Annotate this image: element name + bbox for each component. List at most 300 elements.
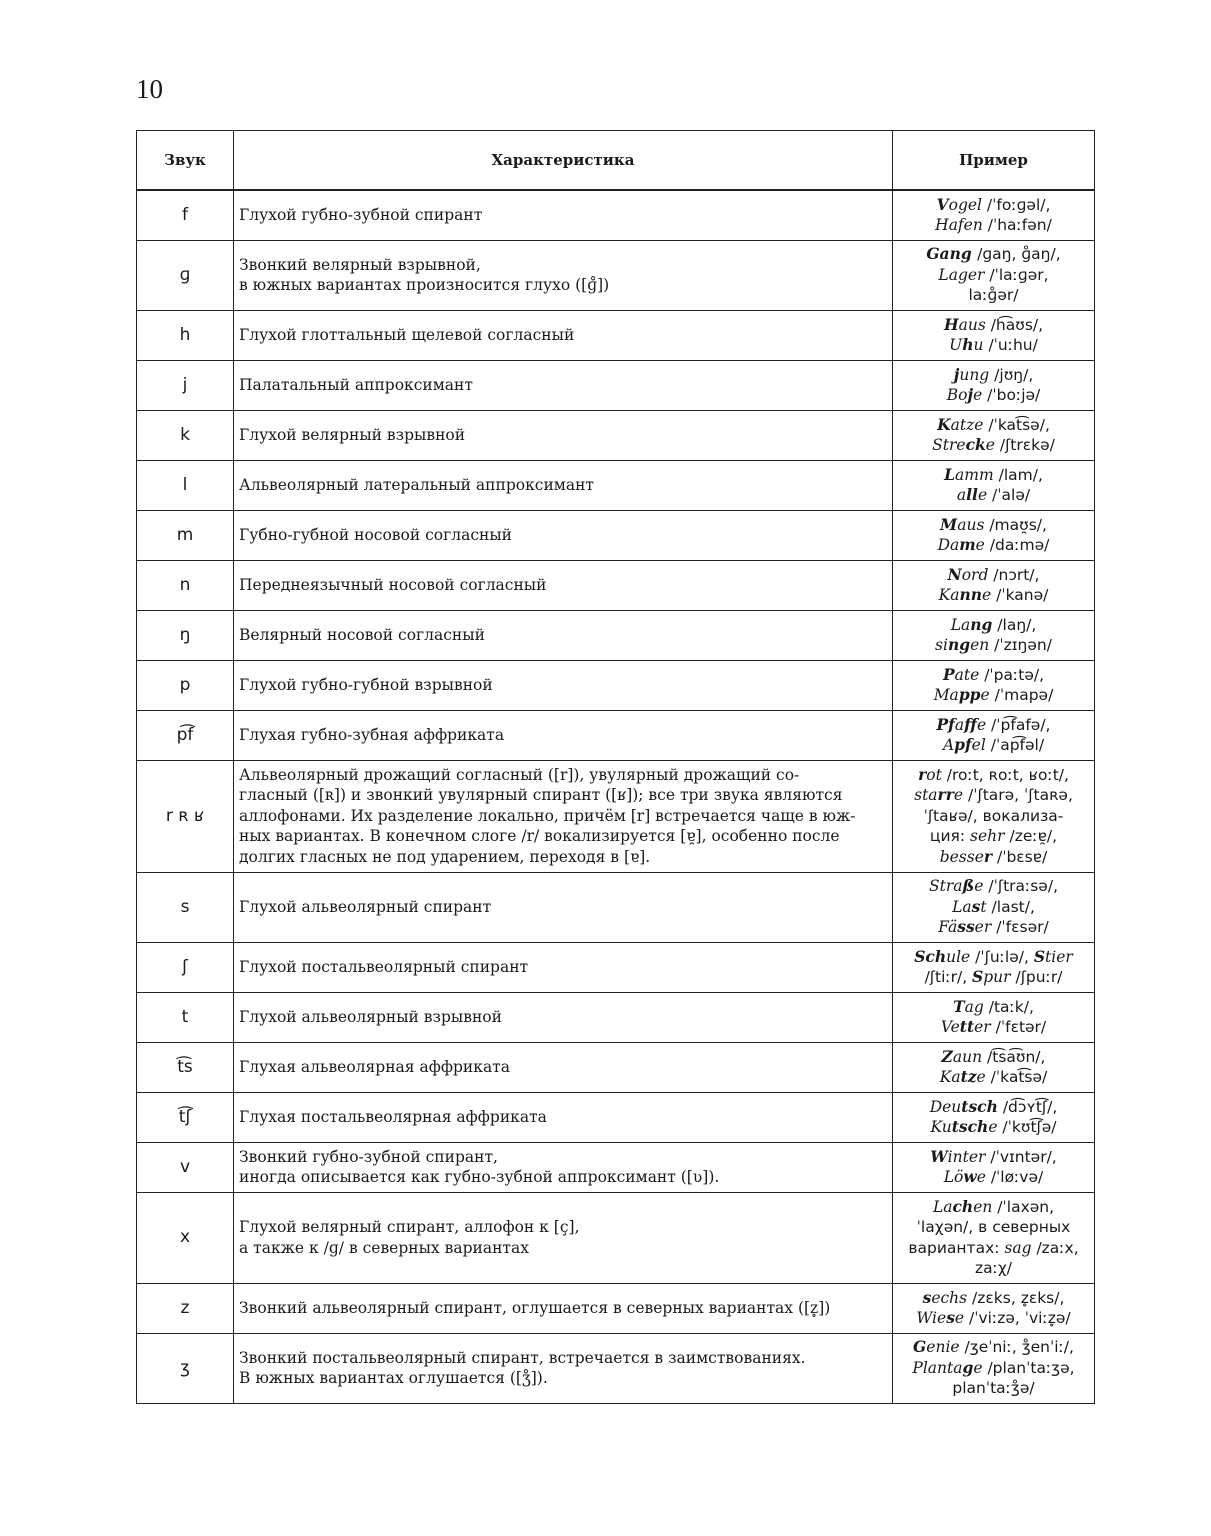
example-line: [896, 1047, 1091, 1068]
table-row: [137, 872, 1095, 942]
example-word: P: [942, 664, 955, 684]
example-word: W: [930, 1146, 948, 1166]
example-line: [896, 847, 1091, 868]
example-word: Wie: [916, 1309, 947, 1327]
example-word: j: [967, 385, 974, 404]
table-row: [137, 310, 1095, 360]
transcription: /ˈʃuːlə/,: [975, 947, 1034, 966]
example-word: m: [959, 535, 976, 554]
example-word: Stra: [928, 877, 963, 896]
example-cell: [893, 1192, 1095, 1283]
example-word: Stre: [932, 436, 966, 454]
example-word: Da: [937, 536, 960, 554]
example-word: aun: [952, 1047, 988, 1066]
example-line: [896, 615, 1091, 636]
table-row: [137, 560, 1095, 610]
example-word: s: [946, 1308, 955, 1327]
example-cell: [893, 1283, 1095, 1333]
transcription: /ˈʃtraːsə/,: [988, 877, 1058, 896]
transcription: laːɡ̊ər/: [968, 286, 1019, 305]
example-word: w: [963, 1167, 977, 1186]
description-line: Звонкий велярный взрывной,: [239, 255, 481, 274]
description-line: Глухая губно-зубная аффриката: [239, 725, 505, 744]
example-word: ule: [946, 947, 976, 966]
example-word: sag: [1004, 1238, 1037, 1257]
example-word: ung: [959, 365, 995, 384]
example-word: e: [974, 877, 989, 896]
example-line: [896, 1217, 1091, 1238]
example-word: r: [918, 764, 927, 784]
example-word: A: [942, 736, 955, 754]
transcription: /roːt, ʀoːt, ʁoːt/,: [946, 765, 1069, 784]
example-word: ag: [964, 997, 989, 1016]
transcription: /ˈfɛtər/: [995, 1018, 1047, 1036]
table-row: [137, 610, 1095, 660]
description-cell: [234, 410, 893, 460]
phoneme-table: [136, 130, 1095, 1404]
transcription: /last/,: [991, 897, 1035, 916]
example-word: sehr: [970, 827, 1010, 846]
example-word: ng: [947, 635, 971, 654]
example-line: [896, 195, 1091, 216]
example-line: [896, 1358, 1091, 1379]
example-cell: [893, 510, 1095, 560]
example-word: La: [952, 897, 972, 916]
example-word: ate: [954, 665, 985, 684]
example-word: T: [953, 996, 965, 1016]
transcription: /ˈp͡fafə/,: [991, 715, 1051, 734]
transcription: /ˈkat͡sə/,: [988, 415, 1050, 434]
example-cell: [893, 1333, 1095, 1403]
example-word: r: [983, 846, 993, 866]
description-cell: [234, 190, 893, 240]
example-word: tz: [960, 1067, 977, 1086]
example-cell: [893, 410, 1095, 460]
table-row: [137, 1042, 1095, 1092]
description-cell: [234, 560, 893, 610]
transcription: /ˈbɛsɐ/: [996, 847, 1048, 866]
example-cell: [893, 1042, 1095, 1092]
example-word: h: [962, 335, 974, 354]
example-line: [896, 365, 1091, 386]
sound-cell: j: [137, 360, 234, 410]
sound-cell: s: [137, 872, 234, 942]
description-line: Глухая альвеолярная аффриката: [239, 1057, 511, 1076]
description-line: Звонкий губно-зубной спирант,: [239, 1147, 498, 1166]
transcription: /ʃtrɛkə/: [999, 436, 1055, 454]
description-line: Альвеолярный дрожащий согласный ([r]), увулярный дрожащий со-: [239, 765, 800, 784]
example-word: en: [973, 1197, 998, 1216]
example-line: [896, 917, 1091, 938]
description-line: иногда описывается как губно-зубной аппроксимант ([ʋ]).: [239, 1168, 720, 1186]
description-line: гласный ([ʀ]) и звонкий увулярный спирант ([ʁ]); все три звука являются: [239, 786, 843, 805]
transcription: /ˈzɪŋən/: [994, 636, 1052, 654]
transcription: /ˈlaːɡər,: [989, 265, 1049, 284]
description-cell: [234, 710, 893, 760]
example-line: [896, 1147, 1091, 1168]
table-row: [137, 1283, 1095, 1333]
example-cell: [893, 240, 1095, 310]
example-line: [896, 947, 1091, 968]
example-word: Deu: [929, 1097, 962, 1116]
transcription: /ˈuːhu/: [988, 336, 1038, 354]
example-line: [896, 1117, 1091, 1138]
example-word: e: [954, 1309, 970, 1327]
example-word: Sch: [914, 946, 947, 966]
example-word: L: [944, 464, 956, 484]
transcription: ˈʃtaʁə/, вокализа-: [923, 806, 1064, 825]
description-cell: [234, 460, 893, 510]
table-row: [137, 510, 1095, 560]
description-line: Глухой велярный спирант, аллофон к [ç],: [239, 1218, 580, 1236]
transcription: /d͡ɔʏt͡ʃ/,: [1002, 1097, 1058, 1116]
example-word: ogel: [948, 195, 987, 214]
transcription: /ˈpaːtə/,: [984, 665, 1045, 684]
example-line: [896, 685, 1091, 706]
table-row: [137, 942, 1095, 992]
example-word: ll: [966, 485, 978, 504]
description-cell: [234, 660, 893, 710]
example-cell: [893, 310, 1095, 360]
header-sound: Звук: [137, 131, 234, 191]
transcription: /jʊŋ/,: [994, 365, 1034, 384]
sound-cell: t: [137, 992, 234, 1042]
example-word: aus: [958, 315, 991, 334]
table-row: [137, 460, 1095, 510]
example-line: [896, 735, 1091, 756]
transcription: planˈtaːʒ̊ə/: [952, 1379, 1035, 1398]
example-cell: [893, 460, 1095, 510]
example-word: e: [981, 586, 997, 604]
example-word: ff: [964, 714, 977, 734]
table-row: [137, 1092, 1095, 1142]
example-line: [896, 1167, 1091, 1188]
description-cell: [234, 992, 893, 1042]
example-cell: [893, 1142, 1095, 1192]
transcription: /ˈløːvə/: [990, 1168, 1044, 1186]
example-line: [896, 826, 1091, 847]
example-word: amm: [955, 465, 999, 484]
transcription: /zɛks, z̥ɛks/,: [972, 1288, 1065, 1307]
transcription: /ʃtiːr/,: [924, 968, 973, 986]
transcription: /ˈvɪntər/,: [990, 1147, 1057, 1166]
example-line: [896, 515, 1091, 536]
header-description: Характеристика: [234, 131, 893, 191]
table-row: [137, 660, 1095, 710]
example-word: S: [1033, 946, 1046, 966]
example-word: pf: [954, 735, 972, 754]
description-line: Палатальный аппроксимант: [239, 375, 473, 394]
example-line: [896, 1197, 1091, 1218]
example-cell: [893, 942, 1095, 992]
example-word: tsch: [951, 1117, 989, 1136]
example-word: nn: [959, 585, 982, 604]
description-line: Переднеязычный носовой согласный: [239, 575, 547, 594]
example-word: e: [976, 1168, 991, 1186]
description-line: Глухой постальвеолярный спирант: [239, 957, 529, 976]
example-line: [896, 215, 1091, 236]
example-cell: [893, 1092, 1095, 1142]
transcription: /zaːx,: [1036, 1238, 1079, 1257]
example-line: [896, 967, 1091, 988]
description-cell: [234, 510, 893, 560]
example-word: Ma: [933, 686, 959, 704]
transcription: /ɡaŋ, ɡ̊aŋ/,: [977, 245, 1061, 264]
table-row: [137, 992, 1095, 1042]
sound-cell: t͡ʃ: [137, 1092, 234, 1142]
example-word: ß: [962, 876, 975, 896]
example-cell: [893, 872, 1095, 942]
transcription: /ˈfɛsər/: [996, 918, 1049, 937]
example-line: [896, 1097, 1091, 1118]
description-cell: [234, 1142, 893, 1192]
description-cell: [234, 240, 893, 310]
example-word: G: [913, 1337, 927, 1357]
example-word: e: [988, 1118, 1003, 1136]
description-cell: [234, 310, 893, 360]
sound-cell: ŋ: [137, 610, 234, 660]
transcription: /nɔrt/,: [993, 565, 1040, 584]
example-word: ck: [965, 435, 986, 454]
example-word: er: [974, 1018, 996, 1036]
example-word: atze: [950, 415, 989, 434]
transcription: /ˈmapə/: [994, 686, 1054, 704]
transcription: /ˈviːzə, ˈviːz̥ə/: [969, 1309, 1071, 1327]
description-line: в южных вариантах произносится глухо ([ɡ̊]): [239, 276, 610, 294]
example-line: [896, 1308, 1091, 1329]
example-word: er: [974, 918, 997, 937]
example-word: Ka: [939, 1068, 961, 1086]
example-cell: [893, 992, 1095, 1042]
transcription: /daːmə/: [989, 536, 1050, 554]
example-word: ot: [926, 765, 947, 784]
sound-cell: v: [137, 1142, 234, 1192]
transcription: /lam/,: [998, 465, 1043, 484]
transcription: вариантах:: [908, 1238, 1005, 1257]
description-line: долгих гласных не под ударением, переходя в [ɐ].: [239, 847, 651, 866]
transcription: /ˈlaxən,: [997, 1197, 1055, 1216]
description-line: Глухой альвеолярный взрывной: [239, 1007, 502, 1026]
example-word: La: [932, 1197, 953, 1216]
example-line: [896, 765, 1091, 786]
example-word: echs: [931, 1288, 973, 1307]
example-word: ord: [961, 565, 994, 584]
example-cell: [893, 710, 1095, 760]
example-word: ng: [970, 614, 993, 634]
example-line: [896, 1337, 1091, 1358]
example-line: [896, 997, 1091, 1018]
sound-cell: p: [137, 660, 234, 710]
example-cell: [893, 660, 1095, 710]
sound-cell: f: [137, 190, 234, 240]
example-word: g: [962, 1357, 974, 1377]
example-word: tt: [959, 1017, 975, 1036]
example-word: besse: [939, 847, 984, 866]
example-word: K: [937, 414, 951, 434]
sound-cell: ɡ: [137, 240, 234, 310]
transcription: /ʃpuːr/: [1015, 968, 1063, 986]
example-cell: [893, 760, 1095, 872]
sound-cell: p͡f: [137, 710, 234, 760]
transcription: /ˈkʊt͡ʃə/: [1002, 1118, 1057, 1136]
example-word: S: [972, 967, 984, 986]
sound-cell: r ʀ ʁ: [137, 760, 234, 872]
sound-cell: k: [137, 410, 234, 460]
transcription: /ˈboːjə/: [987, 386, 1041, 404]
transcription: /planˈtaːʒə,: [987, 1358, 1075, 1377]
example-word: e: [975, 536, 990, 554]
example-line: [896, 244, 1091, 265]
description-line: Звонкий альвеолярный спирант, оглушается в северных вариантах ([z̥]): [239, 1298, 831, 1317]
example-word: e: [985, 436, 1000, 454]
example-word: tier: [1045, 947, 1073, 966]
example-word: j: [953, 364, 960, 384]
description-cell: [234, 1192, 893, 1283]
example-word: el: [971, 736, 991, 754]
description-cell: [234, 1283, 893, 1333]
example-line: [896, 385, 1091, 406]
example-word: enie: [926, 1338, 965, 1357]
example-line: [896, 415, 1091, 436]
table-row: [137, 710, 1095, 760]
example-word: N: [947, 564, 962, 584]
description-cell: [234, 942, 893, 992]
example-word: inter: [947, 1147, 991, 1166]
example-line: [896, 465, 1091, 486]
example-word: si: [935, 636, 948, 654]
example-word: e: [973, 386, 988, 404]
example-word: u: [973, 336, 989, 354]
example-word: Gang: [926, 244, 978, 264]
example-cell: [893, 360, 1095, 410]
example-line: [896, 1288, 1091, 1309]
transcription: /taːk/,: [988, 997, 1034, 1016]
example-word: Bo: [946, 386, 968, 404]
description-cell: [234, 760, 893, 872]
description-line: Альвеолярный латеральный аппроксимант: [239, 475, 594, 494]
transcription: zaːχ/: [974, 1259, 1013, 1277]
transcription: /laŋ/,: [997, 615, 1037, 634]
description-line: аллофонами. Их разделение локально, причём [r] встречается чаще в юж-: [239, 806, 856, 825]
example-word: Pf: [936, 714, 955, 734]
example-line: [896, 585, 1091, 606]
example-word: e: [980, 686, 995, 704]
description-line: Глухой альвеолярный спирант: [239, 897, 492, 916]
example-word: a: [956, 486, 967, 504]
table-row: [137, 240, 1095, 310]
example-word: Planta: [912, 1358, 963, 1377]
transcription: /ˈap͡fəl/: [990, 736, 1045, 754]
example-word: U: [949, 336, 963, 354]
example-word: Z: [941, 1046, 953, 1066]
example-word: H: [943, 314, 959, 334]
example-word: sta: [914, 786, 938, 805]
example-word: Hafen: [935, 216, 988, 235]
description-line: Глухой губно-зубной спирант: [239, 206, 483, 224]
example-line: [896, 665, 1091, 686]
table-row: [137, 1192, 1095, 1283]
example-word: e: [973, 1358, 988, 1377]
example-line: [896, 897, 1091, 918]
example-word: t: [980, 897, 992, 916]
example-line: [896, 285, 1091, 306]
description-line: Глухой глоттальный щелевой согласный: [239, 325, 575, 344]
sound-cell: ʒ: [137, 1333, 234, 1403]
table-header-row: [137, 131, 1095, 191]
example-line: [896, 485, 1091, 506]
example-cell: [893, 190, 1095, 240]
transcription: /ˈhaːfən/: [987, 216, 1052, 235]
transcription: ция:: [929, 827, 971, 846]
example-word: pur: [983, 968, 1016, 986]
example-word: Ka: [938, 586, 960, 604]
table-row: [137, 760, 1095, 872]
example-cell: [893, 560, 1095, 610]
transcription: /h͡aʊs/,: [990, 315, 1044, 334]
example-line: [896, 535, 1091, 556]
example-word: e: [976, 715, 992, 734]
example-word: e: [977, 486, 993, 504]
example-word: Lö: [943, 1168, 964, 1186]
example-word: Fä: [938, 918, 958, 937]
example-line: [896, 1378, 1091, 1399]
example-line: [896, 785, 1091, 806]
transcription: /ˈalə/: [992, 486, 1031, 504]
table-row: [137, 190, 1095, 240]
example-word: s: [971, 896, 981, 916]
example-word: en: [970, 636, 995, 654]
description-line: Глухой велярный взрывной: [239, 425, 466, 444]
example-line: [896, 315, 1091, 336]
transcription: /ˈkat͡sə/: [990, 1068, 1048, 1086]
example-line: [896, 1017, 1091, 1038]
page-number: 10: [136, 74, 163, 104]
example-word: Ve: [940, 1018, 960, 1036]
example-line: [896, 715, 1091, 736]
description-cell: [234, 872, 893, 942]
description-cell: [234, 1333, 893, 1403]
transcription: ˈlaχən/, в северных: [916, 1218, 1071, 1236]
sound-cell: h: [137, 310, 234, 360]
example-line: [896, 335, 1091, 356]
transcription: /zeːɐ̯/,: [1009, 827, 1058, 846]
sound-cell: m: [137, 510, 234, 560]
example-word: e: [976, 1068, 991, 1086]
description-cell: [234, 1042, 893, 1092]
example-line: [896, 265, 1091, 286]
description-cell: [234, 610, 893, 660]
description-line: ных вариантах. В конечном слоге /r/ вокализируется [ɐ̯], особенно после: [239, 827, 840, 846]
example-line: [896, 1067, 1091, 1088]
example-line: [896, 435, 1091, 456]
sound-cell: l: [137, 460, 234, 510]
example-word: tsch: [961, 1096, 998, 1116]
table-row: [137, 360, 1095, 410]
table-row: [137, 410, 1095, 460]
example-word: V: [936, 194, 949, 214]
transcription: /maʊ̯s/,: [989, 515, 1047, 534]
header-example: Пример: [893, 131, 1095, 191]
example-line: [896, 806, 1091, 827]
example-word: pp: [958, 685, 981, 704]
example-line: [896, 565, 1091, 586]
transcription: /ˈʃtarə, ˈʃtaʀə,: [968, 786, 1073, 805]
sound-cell: t͡s: [137, 1042, 234, 1092]
transcription: /t͡sa͡ʊn/,: [987, 1047, 1046, 1066]
example-line: [896, 635, 1091, 656]
example-line: [896, 1258, 1091, 1279]
example-word: ss: [957, 917, 975, 937]
